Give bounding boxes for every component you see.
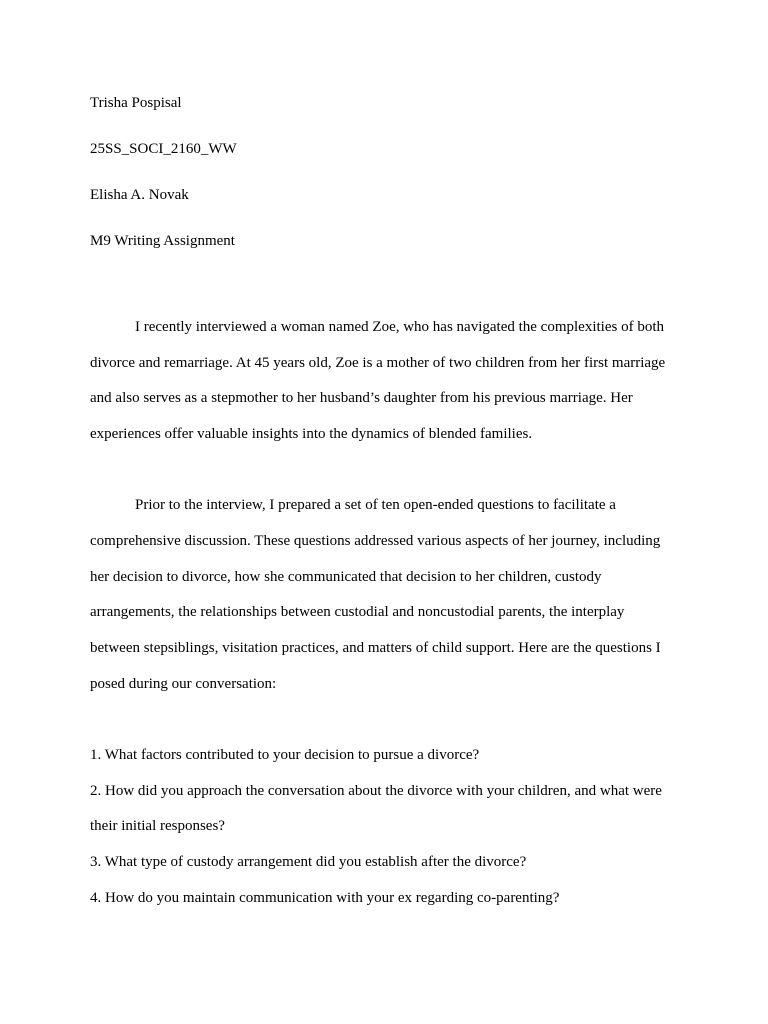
student-name: Trisha Pospisal (90, 95, 182, 111)
question-item: 4. How do you maintain communication with your ex regarding co-parenting? (90, 890, 560, 906)
paragraph-2-line: her decision to divorce, how she communicated that decision to her children, custody (90, 569, 602, 585)
course-code: 25SS_SOCI_2160_WW (90, 141, 237, 157)
paragraph-2-line: arrangements, the relationships between custodial and noncustodial parents, the interplay (90, 604, 625, 620)
assignment-title: M9 Writing Assignment (90, 233, 235, 249)
paragraph-1-line: I recently interviewed a woman named Zoe, who has navigated the complexities of both (135, 319, 664, 335)
paragraph-1-line: divorce and remarriage. At 45 years old, Zoe is a mother of two children from her first marriage (90, 355, 666, 371)
paragraph-2-line: comprehensive discussion. These questions addressed various aspects of her journey, including (90, 533, 661, 549)
instructor-name: Elisha A. Novak (90, 187, 189, 203)
paragraph-2-line: between stepsiblings, visitation practices, and matters of child support. Here are the questions I (90, 640, 661, 656)
paragraph-1-line: experiences offer valuable insights into the dynamics of blended families. (90, 426, 533, 442)
question-item: 2. How did you approach the conversation about the divorce with your children, and what were (90, 783, 662, 799)
paragraph-1-line: and also serves as a stepmother to her husband’s daughter from his previous marriage. Her (90, 390, 633, 406)
paragraph-2-line: Prior to the interview, I prepared a set of ten open-ended questions to facilitate a (135, 497, 616, 513)
question-item: their initial responses? (90, 818, 225, 834)
question-item: 1. What factors contributed to your decision to pursue a divorce? (90, 747, 480, 763)
paragraph-2-line: posed during our conversation: (90, 676, 277, 692)
question-item: 3. What type of custody arrangement did you establish after the divorce? (90, 854, 527, 870)
